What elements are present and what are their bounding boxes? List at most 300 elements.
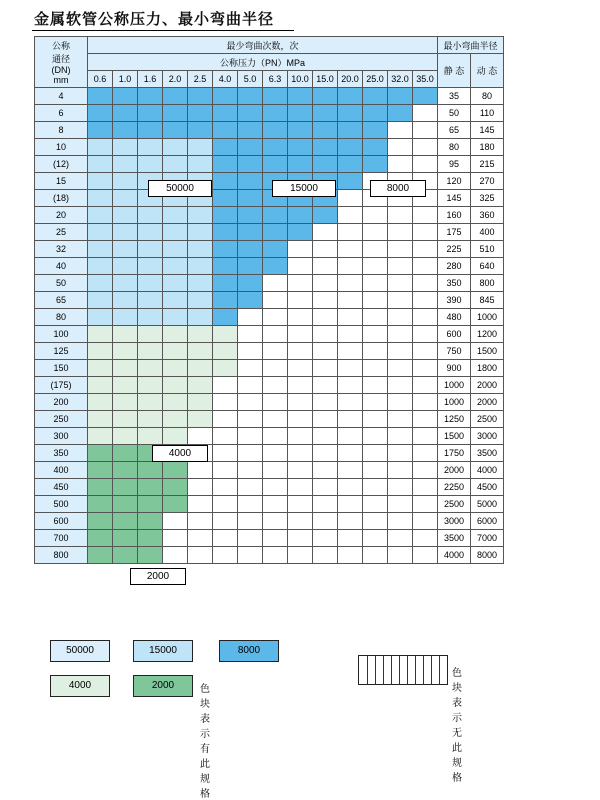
matrix-cell — [213, 207, 238, 224]
radius-static-value: 1250 — [438, 411, 471, 428]
table-body — [35, 88, 504, 564]
radius-static-value: 4000 — [438, 547, 471, 564]
table-row — [35, 462, 504, 479]
matrix-cell — [238, 530, 263, 547]
matrix-cell — [288, 241, 313, 258]
matrix-cell — [113, 241, 138, 258]
matrix-cell — [238, 122, 263, 139]
matrix-cell — [338, 156, 363, 173]
matrix-cell — [263, 156, 288, 173]
matrix-cell — [388, 394, 413, 411]
matrix-cell — [263, 88, 288, 105]
matrix-cell — [88, 207, 113, 224]
row-dn-label: (18) — [35, 190, 88, 207]
legend-swatch-50000: 50000 — [50, 640, 110, 662]
matrix-cell — [388, 377, 413, 394]
row-dn-label: 32 — [35, 241, 88, 258]
dn-line-3: (DN) — [51, 65, 71, 75]
table-row — [35, 377, 504, 394]
matrix-cell — [288, 88, 313, 105]
table-row — [35, 411, 504, 428]
matrix-cell — [338, 394, 363, 411]
matrix-cell — [188, 377, 213, 394]
matrix-cell — [388, 88, 413, 105]
matrix-cell — [388, 241, 413, 258]
matrix-cell — [313, 326, 338, 343]
header-row-2 — [35, 54, 504, 71]
table-row — [35, 258, 504, 275]
matrix-cell — [313, 105, 338, 122]
matrix-cell — [238, 496, 263, 513]
matrix-cell — [363, 343, 388, 360]
matrix-cell — [338, 241, 363, 258]
matrix-cell — [88, 122, 113, 139]
matrix-cell — [138, 207, 163, 224]
table-row — [35, 190, 504, 207]
matrix-cell — [213, 105, 238, 122]
matrix-cell — [163, 139, 188, 156]
callout-50000: 50000 — [148, 180, 212, 197]
matrix-cell — [263, 309, 288, 326]
matrix-cell — [163, 292, 188, 309]
matrix-cell — [213, 445, 238, 462]
matrix-cell — [213, 173, 238, 190]
matrix-cell — [213, 139, 238, 156]
matrix-cell — [413, 530, 438, 547]
radius-dynamic-value: 400 — [471, 224, 504, 241]
matrix-cell — [213, 547, 238, 564]
row-dn-label: 350 — [35, 445, 88, 462]
radius-static-value: 225 — [438, 241, 471, 258]
matrix-cell — [288, 122, 313, 139]
matrix-cell — [163, 326, 188, 343]
row-dn-label: 40 — [35, 258, 88, 275]
matrix-cell — [263, 224, 288, 241]
legend-stripe — [439, 656, 440, 684]
matrix-cell — [113, 156, 138, 173]
matrix-cell — [413, 88, 438, 105]
matrix-cell — [238, 360, 263, 377]
row-dn-label: 250 — [35, 411, 88, 428]
matrix-cell — [88, 173, 113, 190]
radius-dynamic-value: 2500 — [471, 411, 504, 428]
matrix-cell — [88, 190, 113, 207]
matrix-cell — [363, 309, 388, 326]
radius-static-value: 65 — [438, 122, 471, 139]
matrix-cell — [413, 309, 438, 326]
matrix-cell — [388, 292, 413, 309]
radius-static-value: 1750 — [438, 445, 471, 462]
matrix-cell — [288, 275, 313, 292]
matrix-cell — [288, 411, 313, 428]
matrix-cell — [313, 156, 338, 173]
matrix-cell — [188, 207, 213, 224]
legend-stripe — [367, 656, 368, 684]
radius-dynamic-value: 4500 — [471, 479, 504, 496]
matrix-cell — [288, 377, 313, 394]
table-row — [35, 122, 504, 139]
row-dn-label: 150 — [35, 360, 88, 377]
matrix-cell — [363, 394, 388, 411]
table-row — [35, 105, 504, 122]
legend-stripe — [415, 656, 416, 684]
matrix-cell — [313, 411, 338, 428]
matrix-cell — [238, 394, 263, 411]
matrix-cell — [413, 326, 438, 343]
header-row-3 — [35, 71, 504, 88]
matrix-cell — [413, 139, 438, 156]
matrix-cell — [138, 428, 163, 445]
matrix-cell — [238, 377, 263, 394]
radius-static-value: 390 — [438, 292, 471, 309]
matrix-cell — [338, 445, 363, 462]
dn-line-1: 公称 — [51, 41, 70, 51]
matrix-cell — [138, 292, 163, 309]
matrix-cell — [113, 428, 138, 445]
matrix-cell — [288, 428, 313, 445]
matrix-cell — [163, 241, 188, 258]
matrix-cell — [113, 496, 138, 513]
matrix-cell — [363, 462, 388, 479]
matrix-cell — [388, 105, 413, 122]
matrix-cell — [138, 530, 163, 547]
matrix-cell — [113, 224, 138, 241]
matrix-cell — [238, 88, 263, 105]
radius-dynamic-value: 215 — [471, 156, 504, 173]
matrix-cell — [363, 530, 388, 547]
matrix-cell — [288, 462, 313, 479]
callout-4000: 4000 — [152, 445, 208, 462]
row-dn-label: 100 — [35, 326, 88, 343]
matrix-cell — [263, 411, 288, 428]
header-row-1 — [35, 37, 504, 54]
matrix-cell — [113, 258, 138, 275]
matrix-cell — [263, 292, 288, 309]
matrix-cell — [88, 224, 113, 241]
matrix-cell — [238, 428, 263, 445]
matrix-cell — [88, 343, 113, 360]
matrix-cell — [213, 394, 238, 411]
matrix-cell — [113, 377, 138, 394]
matrix-cell — [388, 360, 413, 377]
matrix-cell — [213, 190, 238, 207]
matrix-cell — [238, 105, 263, 122]
matrix-cell — [388, 275, 413, 292]
matrix-cell — [338, 173, 363, 190]
radius-dynamic-value: 145 — [471, 122, 504, 139]
matrix-cell — [138, 360, 163, 377]
matrix-cell — [213, 122, 238, 139]
matrix-cell — [113, 547, 138, 564]
matrix-cell — [363, 513, 388, 530]
pressure-col-header: 25.0 — [363, 71, 388, 88]
matrix-cell — [313, 377, 338, 394]
matrix-cell — [363, 122, 388, 139]
matrix-cell — [338, 428, 363, 445]
matrix-cell — [238, 411, 263, 428]
radius-dynamic-value: 1800 — [471, 360, 504, 377]
matrix-cell — [163, 377, 188, 394]
matrix-cell — [388, 224, 413, 241]
matrix-cell — [88, 139, 113, 156]
matrix-cell — [263, 258, 288, 275]
matrix-cell — [338, 275, 363, 292]
matrix-cell — [163, 496, 188, 513]
matrix-cell — [388, 479, 413, 496]
pressure-header: 公称压力（PN）MPa — [88, 54, 438, 71]
matrix-cell — [338, 496, 363, 513]
matrix-cell — [263, 530, 288, 547]
matrix-cell — [138, 547, 163, 564]
matrix-cell — [238, 156, 263, 173]
matrix-cell — [163, 428, 188, 445]
matrix-cell — [313, 462, 338, 479]
matrix-cell — [413, 479, 438, 496]
legend-swatch-2000: 2000 — [133, 675, 193, 697]
legend-stripe — [399, 656, 400, 684]
matrix-cell — [138, 326, 163, 343]
matrix-cell — [288, 326, 313, 343]
matrix-cell — [163, 479, 188, 496]
row-dn-label: 500 — [35, 496, 88, 513]
table-row — [35, 292, 504, 309]
matrix-cell — [313, 309, 338, 326]
matrix-cell — [288, 547, 313, 564]
matrix-cell — [363, 156, 388, 173]
matrix-cell — [213, 428, 238, 445]
matrix-cell — [338, 224, 363, 241]
matrix-cell — [213, 360, 238, 377]
table-row — [35, 496, 504, 513]
matrix-cell — [213, 309, 238, 326]
matrix-cell — [288, 139, 313, 156]
matrix-cell — [288, 292, 313, 309]
matrix-cell — [138, 275, 163, 292]
matrix-cell — [213, 326, 238, 343]
matrix-cell — [388, 122, 413, 139]
matrix-cell — [363, 496, 388, 513]
matrix-cell — [113, 190, 138, 207]
matrix-cell — [288, 156, 313, 173]
radius-static-value: 1000 — [438, 377, 471, 394]
matrix-cell — [288, 479, 313, 496]
matrix-cell — [138, 224, 163, 241]
table-row — [35, 547, 504, 564]
matrix-cell — [313, 224, 338, 241]
row-dn-label: 400 — [35, 462, 88, 479]
matrix-cell — [213, 462, 238, 479]
matrix-cell — [188, 122, 213, 139]
matrix-cell — [138, 377, 163, 394]
legend-swatch-15000: 15000 — [133, 640, 193, 662]
matrix-cell — [113, 105, 138, 122]
table-row — [35, 394, 504, 411]
matrix-cell — [263, 513, 288, 530]
matrix-cell — [88, 258, 113, 275]
table-row — [35, 173, 504, 190]
matrix-cell — [313, 292, 338, 309]
matrix-cell — [363, 139, 388, 156]
row-dn-label: 15 — [35, 173, 88, 190]
matrix-cell — [363, 258, 388, 275]
matrix-cell — [163, 360, 188, 377]
matrix-cell — [338, 530, 363, 547]
pressure-col-header: 2.5 — [188, 71, 213, 88]
legend-stripe — [383, 656, 384, 684]
matrix-cell — [213, 156, 238, 173]
row-dn-label: 4 — [35, 88, 88, 105]
matrix-cell — [88, 513, 113, 530]
matrix-cell — [88, 241, 113, 258]
pressure-col-header: 20.0 — [338, 71, 363, 88]
row-dn-label: 300 — [35, 428, 88, 445]
matrix-cell — [88, 88, 113, 105]
matrix-cell — [388, 428, 413, 445]
matrix-cell — [263, 241, 288, 258]
row-dn-label: (12) — [35, 156, 88, 173]
matrix-cell — [88, 394, 113, 411]
matrix-cell — [313, 445, 338, 462]
matrix-cell — [313, 496, 338, 513]
legend-stripe — [391, 656, 392, 684]
matrix-cell — [113, 139, 138, 156]
matrix-cell — [88, 479, 113, 496]
matrix-cell — [313, 394, 338, 411]
pressure-col-header: 6.3 — [263, 71, 288, 88]
matrix-cell — [163, 411, 188, 428]
matrix-cell — [338, 309, 363, 326]
table-row — [35, 139, 504, 156]
matrix-cell — [363, 411, 388, 428]
matrix-cell — [138, 394, 163, 411]
matrix-cell — [338, 411, 363, 428]
matrix-cell — [238, 343, 263, 360]
table-row — [35, 445, 504, 462]
table-row — [35, 343, 504, 360]
legend-note-striped: 色块表示无此规格 — [452, 668, 462, 784]
table-row — [35, 207, 504, 224]
matrix-cell — [138, 411, 163, 428]
matrix-cell — [113, 173, 138, 190]
radius-static-value: 2000 — [438, 462, 471, 479]
radius-static-value: 480 — [438, 309, 471, 326]
matrix-cell — [313, 258, 338, 275]
matrix-cell — [188, 479, 213, 496]
matrix-cell — [188, 530, 213, 547]
matrix-cell — [413, 292, 438, 309]
matrix-cell — [238, 513, 263, 530]
matrix-cell — [413, 122, 438, 139]
matrix-cell — [163, 88, 188, 105]
radius-static-value: 2250 — [438, 479, 471, 496]
matrix-cell — [363, 428, 388, 445]
matrix-cell — [188, 394, 213, 411]
matrix-cell — [138, 309, 163, 326]
matrix-cell — [263, 547, 288, 564]
matrix-cell — [263, 479, 288, 496]
row-dn-label: 450 — [35, 479, 88, 496]
matrix-cell — [113, 394, 138, 411]
matrix-cell — [238, 224, 263, 241]
matrix-cell — [288, 309, 313, 326]
matrix-cell — [388, 326, 413, 343]
matrix-cell — [188, 462, 213, 479]
matrix-cell — [263, 377, 288, 394]
row-dn-label: 65 — [35, 292, 88, 309]
matrix-cell — [338, 258, 363, 275]
matrix-cell — [213, 224, 238, 241]
matrix-cell — [163, 275, 188, 292]
matrix-cell — [188, 275, 213, 292]
matrix-cell — [413, 156, 438, 173]
matrix-cell — [163, 462, 188, 479]
matrix-cell — [113, 411, 138, 428]
matrix-cell — [138, 122, 163, 139]
table-row — [35, 428, 504, 445]
matrix-cell — [163, 224, 188, 241]
row-dn-label: 125 — [35, 343, 88, 360]
pressure-col-header: 1.0 — [113, 71, 138, 88]
matrix-cell — [388, 462, 413, 479]
matrix-cell — [88, 445, 113, 462]
matrix-cell — [238, 139, 263, 156]
row-dn-label: 25 — [35, 224, 88, 241]
matrix-cell — [313, 530, 338, 547]
row-dn-label: 8 — [35, 122, 88, 139]
matrix-cell — [88, 377, 113, 394]
dn-line-2: 通径 — [51, 54, 70, 64]
matrix-cell — [163, 207, 188, 224]
matrix-cell — [188, 258, 213, 275]
matrix-cell — [188, 105, 213, 122]
matrix-cell — [213, 513, 238, 530]
bend-radius-header: 最小弯曲半径 — [438, 37, 504, 54]
row-dn-label: 20 — [35, 207, 88, 224]
matrix-cell — [313, 207, 338, 224]
matrix-cell — [88, 496, 113, 513]
matrix-cell — [313, 241, 338, 258]
matrix-cell — [238, 547, 263, 564]
matrix-cell — [363, 360, 388, 377]
matrix-cell — [113, 479, 138, 496]
matrix-cell — [313, 513, 338, 530]
matrix-cell — [363, 292, 388, 309]
spec-table — [34, 36, 504, 564]
radius-dynamic-value: 110 — [471, 105, 504, 122]
matrix-cell — [113, 326, 138, 343]
matrix-cell — [138, 241, 163, 258]
matrix-cell — [363, 241, 388, 258]
matrix-cell — [413, 513, 438, 530]
matrix-cell — [288, 343, 313, 360]
radius-dynamic-value: 5000 — [471, 496, 504, 513]
matrix-cell — [163, 343, 188, 360]
legend-stripe — [431, 656, 432, 684]
radius-dynamic-value: 510 — [471, 241, 504, 258]
matrix-cell — [263, 275, 288, 292]
radius-static-header: 静 态 — [438, 54, 471, 88]
matrix-cell — [313, 428, 338, 445]
radius-static-value: 95 — [438, 156, 471, 173]
matrix-cell — [263, 496, 288, 513]
table-row — [35, 224, 504, 241]
row-dn-label: 800 — [35, 547, 88, 564]
pressure-col-header: 10.0 — [288, 71, 313, 88]
radius-static-value: 280 — [438, 258, 471, 275]
matrix-cell — [238, 309, 263, 326]
matrix-cell — [413, 411, 438, 428]
radius-static-value: 80 — [438, 139, 471, 156]
